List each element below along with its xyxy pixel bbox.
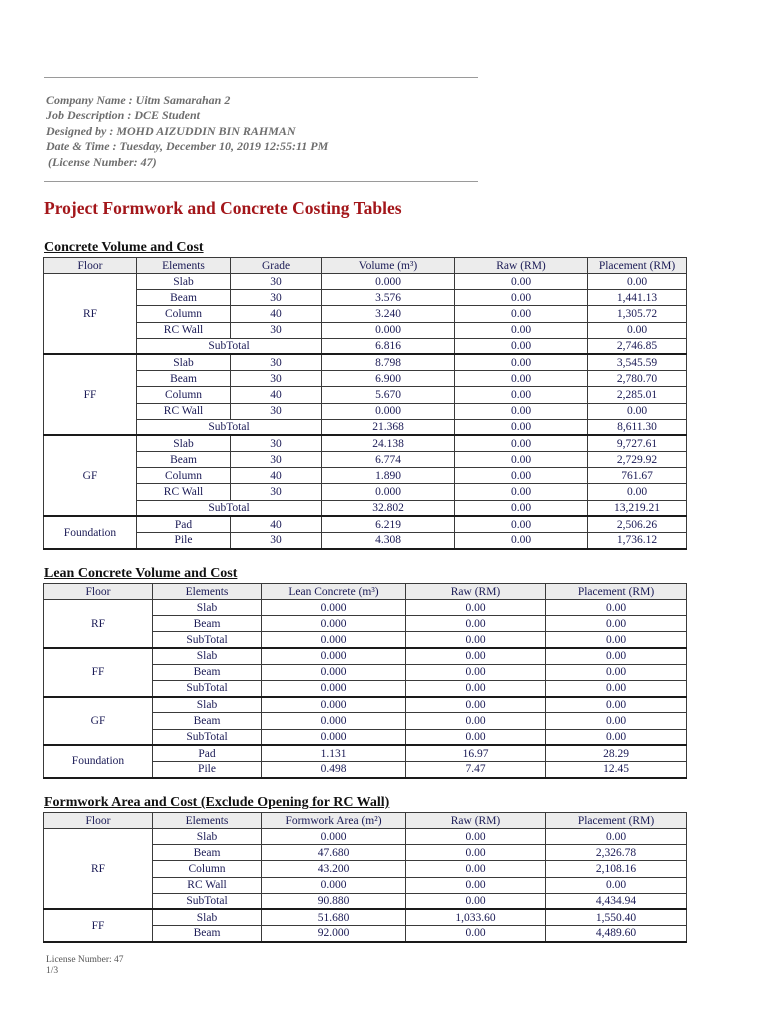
volume-cell: 5.670: [322, 387, 455, 403]
grade-cell: 30: [231, 322, 322, 338]
grade-cell: 30: [231, 533, 322, 549]
column-header: Floor: [44, 258, 137, 274]
volume-cell: 8.798: [322, 354, 455, 370]
placement-cell: 13,219.21: [588, 500, 687, 516]
volume-cell: 0.000: [322, 403, 455, 419]
quantity-cell: 0.000: [262, 697, 406, 713]
placement-cell: 0.00: [588, 484, 687, 500]
placement-cell: 28.29: [546, 745, 687, 761]
designer: Designed by : MOHD AIZUDDIN BIN RAHMAN: [46, 123, 296, 138]
raw-cell: 0.00: [455, 274, 588, 290]
element-cell: Beam: [137, 290, 231, 306]
floor-cell: Foundation: [44, 745, 153, 777]
header-bottom-rule: [44, 181, 478, 182]
grade-cell: 40: [231, 516, 322, 532]
element-cell: Slab: [153, 697, 262, 713]
placement-cell: 1,550.40: [546, 909, 687, 925]
element-cell: Pad: [153, 745, 262, 761]
raw-cell: 1,033.60: [406, 909, 546, 925]
element-cell: Beam: [137, 371, 231, 387]
placement-cell: 1,441.13: [588, 290, 687, 306]
quantity-cell: 0.000: [262, 729, 406, 745]
raw-cell: 0.00: [455, 468, 588, 484]
element-cell: Column: [153, 861, 262, 877]
raw-cell: 0.00: [455, 452, 588, 468]
volume-cell: 32.802: [322, 500, 455, 516]
placement-cell: 2,326.78: [546, 845, 687, 861]
volume-cell: 6.219: [322, 516, 455, 532]
quantity-cell: 0.000: [262, 600, 406, 616]
element-cell: Column: [137, 468, 231, 484]
concrete-header-row: [44, 258, 687, 274]
quantity-cell: 0.000: [262, 648, 406, 664]
raw-cell: 0.00: [406, 861, 546, 877]
raw-cell: 0.00: [406, 632, 546, 648]
column-header: Elements: [137, 258, 231, 274]
raw-cell: 0.00: [455, 419, 588, 435]
raw-cell: 0.00: [455, 484, 588, 500]
volume-cell: 3.240: [322, 306, 455, 322]
subtotal-label: SubTotal: [137, 500, 322, 516]
table-row: [44, 829, 687, 845]
grade-cell: 30: [231, 403, 322, 419]
floor-cell: GF: [44, 435, 137, 516]
raw-cell: 0.00: [455, 290, 588, 306]
floor-cell: FF: [44, 909, 153, 941]
table-row: [44, 435, 687, 451]
floor-cell: RF: [44, 274, 137, 355]
element-cell: Pile: [137, 533, 231, 549]
raw-cell: 0.00: [455, 500, 588, 516]
volume-cell: 6.816: [322, 338, 455, 354]
column-header: Placement (RM): [588, 258, 687, 274]
column-header: Grade: [231, 258, 322, 274]
column-header: Placement (RM): [546, 584, 687, 600]
raw-cell: 0.00: [406, 680, 546, 696]
column-header: Volume (m³): [322, 258, 455, 274]
subtotal-row: [44, 419, 687, 435]
raw-cell: 0.00: [455, 371, 588, 387]
raw-cell: 0.00: [406, 893, 546, 909]
raw-cell: 0.00: [455, 533, 588, 549]
raw-cell: 0.00: [455, 403, 588, 419]
raw-cell: 0.00: [455, 354, 588, 370]
table-row: [44, 274, 687, 290]
table-row: [44, 403, 687, 419]
element-cell: RC Wall: [137, 403, 231, 419]
quantity-cell: 0.498: [262, 761, 406, 777]
table-row: [44, 697, 687, 713]
placement-cell: 0.00: [546, 877, 687, 893]
quantity-cell: 51.680: [262, 909, 406, 925]
footer-license: License Number: 47: [46, 955, 124, 965]
raw-cell: 0.00: [455, 516, 588, 532]
grade-cell: 30: [231, 290, 322, 306]
raw-cell: 0.00: [455, 322, 588, 338]
element-cell: Beam: [153, 616, 262, 632]
raw-cell: 0.00: [406, 829, 546, 845]
element-cell: SubTotal: [153, 893, 262, 909]
element-cell: Slab: [137, 274, 231, 290]
column-header: Raw (RM): [406, 813, 546, 829]
quantity-cell: 0.000: [262, 680, 406, 696]
grade-cell: 30: [231, 435, 322, 451]
raw-cell: 0.00: [455, 338, 588, 354]
lean-section-title: Lean Concrete Volume and Cost: [44, 566, 238, 581]
column-header: Floor: [44, 813, 153, 829]
column-header: Placement (RM): [546, 813, 687, 829]
quantity-cell: 92.000: [262, 926, 406, 942]
placement-cell: 2,729.92: [588, 452, 687, 468]
element-cell: RC Wall: [137, 322, 231, 338]
placement-cell: 4,434.94: [546, 893, 687, 909]
placement-cell: 0.00: [588, 274, 687, 290]
grade-cell: 30: [231, 354, 322, 370]
raw-cell: 16.97: [406, 745, 546, 761]
raw-cell: 0.00: [406, 697, 546, 713]
floor-cell: Foundation: [44, 516, 137, 548]
subtotal-label: SubTotal: [137, 338, 322, 354]
raw-cell: 0.00: [406, 877, 546, 893]
grade-cell: 30: [231, 452, 322, 468]
volume-cell: 6.774: [322, 452, 455, 468]
element-cell: SubTotal: [153, 680, 262, 696]
placement-cell: 0.00: [546, 729, 687, 745]
floor-cell: RF: [44, 600, 153, 649]
placement-cell: 0.00: [588, 322, 687, 338]
floor-cell: GF: [44, 697, 153, 746]
table-row: [44, 322, 687, 338]
placement-cell: 0.00: [546, 829, 687, 845]
element-cell: Slab: [153, 909, 262, 925]
volume-cell: 3.576: [322, 290, 455, 306]
table-row: [44, 533, 687, 549]
placement-cell: 2,506.26: [588, 516, 687, 532]
header-top-rule: [44, 77, 478, 78]
quantity-cell: 1.131: [262, 745, 406, 761]
table-row: [44, 516, 687, 532]
quantity-cell: 0.000: [262, 632, 406, 648]
subtotal-row: [44, 500, 687, 516]
column-header: Formwork Area (m²): [262, 813, 406, 829]
volume-cell: 6.900: [322, 371, 455, 387]
floor-cell: RF: [44, 829, 153, 910]
table-row: [44, 648, 687, 664]
volume-cell: 4.308: [322, 533, 455, 549]
volume-cell: 1.890: [322, 468, 455, 484]
lean-concrete-table: [43, 583, 687, 779]
placement-cell: 0.00: [546, 713, 687, 729]
table-row: [44, 745, 687, 761]
raw-cell: 0.00: [406, 616, 546, 632]
floor-cell: FF: [44, 354, 137, 435]
concrete-table: [43, 257, 687, 550]
table-row: [44, 387, 687, 403]
column-header: Elements: [153, 813, 262, 829]
grade-cell: 30: [231, 274, 322, 290]
company-name: Company Name : Uitm Samarahan 2: [46, 93, 231, 107]
placement-cell: 0.00: [546, 680, 687, 696]
lean-header-row: [44, 584, 687, 600]
volume-cell: 0.000: [322, 274, 455, 290]
table-row: [44, 452, 687, 468]
quantity-cell: 0.000: [262, 664, 406, 680]
concrete-section-title: Concrete Volume and Cost: [44, 240, 204, 255]
placement-cell: 761.67: [588, 468, 687, 484]
placement-cell: 0.00: [546, 632, 687, 648]
column-header: Raw (RM): [406, 584, 546, 600]
table-row: [44, 354, 687, 370]
placement-cell: 0.00: [546, 697, 687, 713]
quantity-cell: 90.880: [262, 893, 406, 909]
placement-cell: 4,489.60: [546, 926, 687, 942]
raw-cell: 0.00: [406, 713, 546, 729]
column-header: Raw (RM): [455, 258, 588, 274]
volume-cell: 0.000: [322, 322, 455, 338]
subtotal-label: SubTotal: [137, 419, 322, 435]
volume-cell: 21.368: [322, 419, 455, 435]
element-cell: Slab: [153, 648, 262, 664]
volume-cell: 24.138: [322, 435, 455, 451]
placement-cell: 0.00: [546, 600, 687, 616]
quantity-cell: 0.000: [262, 616, 406, 632]
column-header: Lean Concrete (m³): [262, 584, 406, 600]
placement-cell: 2,108.16: [546, 861, 687, 877]
job-description: Job Description : DCE Student: [46, 108, 201, 123]
page-number: 1/3: [46, 966, 59, 976]
raw-cell: 0.00: [455, 387, 588, 403]
placement-cell: 9,727.61: [588, 435, 687, 451]
element-cell: Pile: [153, 761, 262, 777]
element-cell: RC Wall: [137, 484, 231, 500]
formwork-section-title: Formwork Area and Cost (Exclude Opening for RC Wall): [44, 795, 390, 810]
placement-cell: 8,611.30: [588, 419, 687, 435]
grade-cell: 40: [231, 468, 322, 484]
element-cell: Column: [137, 387, 231, 403]
element-cell: Beam: [153, 926, 262, 942]
placement-cell: 0.00: [546, 616, 687, 632]
grade-cell: 30: [231, 484, 322, 500]
element-cell: Slab: [137, 435, 231, 451]
table-row: [44, 909, 687, 925]
element-cell: Column: [137, 306, 231, 322]
formwork-header-row: [44, 813, 687, 829]
column-header: Elements: [153, 584, 262, 600]
raw-cell: 0.00: [406, 845, 546, 861]
volume-cell: 0.000: [322, 484, 455, 500]
raw-cell: 0.00: [406, 600, 546, 616]
placement-cell: 0.00: [546, 664, 687, 680]
table-row: [44, 306, 687, 322]
table-row: [44, 290, 687, 306]
placement-cell: 2,780.70: [588, 371, 687, 387]
placement-cell: 1,305.72: [588, 306, 687, 322]
quantity-cell: 47.680: [262, 845, 406, 861]
placement-cell: 3,545.59: [588, 354, 687, 370]
table-row: [44, 484, 687, 500]
placement-cell: 12.45: [546, 761, 687, 777]
raw-cell: 0.00: [455, 435, 588, 451]
table-row: [44, 600, 687, 616]
element-cell: Beam: [153, 845, 262, 861]
raw-cell: 7.47: [406, 761, 546, 777]
element-cell: Slab: [153, 600, 262, 616]
page-footer: [46, 955, 124, 977]
quantity-cell: 0.000: [262, 877, 406, 893]
placement-cell: 1,736.12: [588, 533, 687, 549]
element-cell: SubTotal: [153, 632, 262, 648]
element-cell: Beam: [153, 713, 262, 729]
quantity-cell: 0.000: [262, 829, 406, 845]
grade-cell: 40: [231, 387, 322, 403]
column-header: Floor: [44, 584, 153, 600]
quantity-cell: 43.200: [262, 861, 406, 877]
placement-cell: 2,746.85: [588, 338, 687, 354]
raw-cell: 0.00: [406, 648, 546, 664]
element-cell: Slab: [137, 354, 231, 370]
element-cell: RC Wall: [153, 877, 262, 893]
placement-cell: 0.00: [588, 403, 687, 419]
table-row: [44, 468, 687, 484]
raw-cell: 0.00: [406, 926, 546, 942]
element-cell: Slab: [153, 829, 262, 845]
placement-cell: 2,285.01: [588, 387, 687, 403]
raw-cell: 0.00: [406, 729, 546, 745]
placement-cell: 0.00: [546, 648, 687, 664]
document-header: [46, 93, 328, 170]
grade-cell: 40: [231, 306, 322, 322]
subtotal-row: [44, 338, 687, 354]
grade-cell: 30: [231, 371, 322, 387]
formwork-table: [43, 812, 687, 943]
raw-cell: 0.00: [406, 664, 546, 680]
element-cell: SubTotal: [153, 729, 262, 745]
element-cell: Pad: [137, 516, 231, 532]
element-cell: Beam: [137, 452, 231, 468]
license-number: (License Number: 47): [48, 154, 157, 169]
element-cell: Beam: [153, 664, 262, 680]
table-row: [44, 371, 687, 387]
raw-cell: 0.00: [455, 306, 588, 322]
date-time: Date & Time : Tuesday, December 10, 2019 12:55:11 PM: [46, 139, 329, 154]
quantity-cell: 0.000: [262, 713, 406, 729]
floor-cell: FF: [44, 648, 153, 697]
page-title: Project Formwork and Concrete Costing Tables: [44, 198, 402, 218]
